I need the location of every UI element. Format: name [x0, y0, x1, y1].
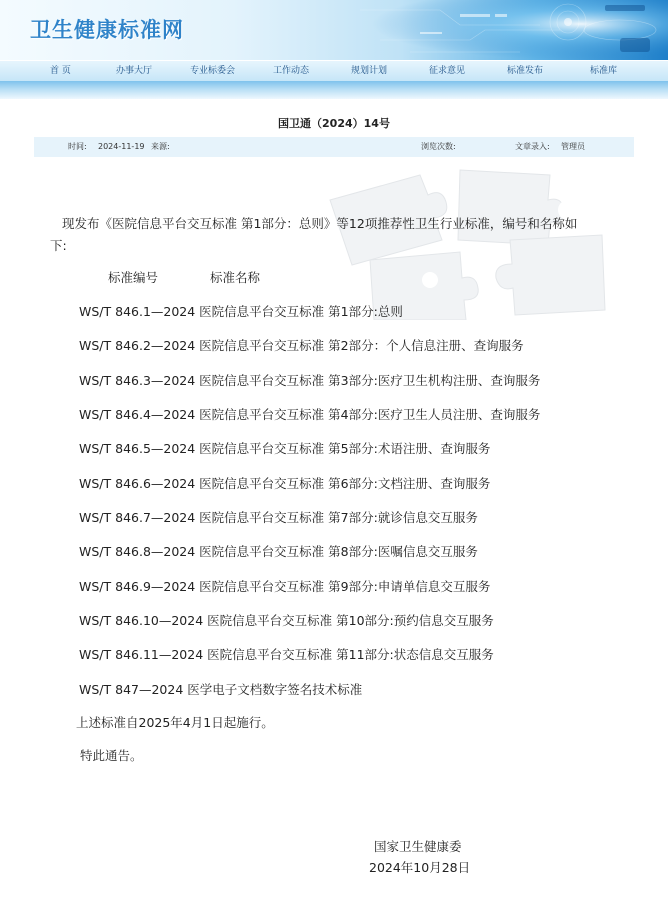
nav-news[interactable]: 工作动态	[273, 66, 310, 76]
column-header-number: 标准编号	[108, 270, 159, 285]
meta-editor-value: 管理员	[561, 142, 585, 151]
meta-views-label: 浏览次数:	[421, 142, 456, 151]
list-item: WS/T 846.2—2024 医院信息平台交互标准 第2部分：个人信息注册、查询服务	[79, 338, 524, 353]
nav-service-hall[interactable]: 办事大厅	[116, 66, 153, 76]
list-item: WS/T 846.9—2024 医院信息平台交互标准 第9部分:申请单信息交互服务	[79, 579, 491, 594]
list-item: WS/T 846.4—2024 医院信息平台交互标准 第4部分:医疗卫生人员注册、查询服务	[79, 407, 541, 422]
signature-date: 2024年10月28日	[369, 860, 471, 875]
meta-time-value: 2024-11-19	[98, 142, 145, 151]
site-title[interactable]: 卫生健康标准网	[30, 17, 184, 42]
list-item: WS/T 847—2024 医学电子文档数字签名技术标准	[79, 682, 363, 697]
nav-standard-release[interactable]: 标准发布	[507, 66, 544, 76]
nav-standard-library[interactable]: 标准库	[590, 66, 618, 76]
nav-committees[interactable]: 专业标委会	[190, 66, 236, 76]
list-item: WS/T 846.10—2024 医院信息平台交互标准 第10部分:预约信息交互服务	[79, 613, 494, 628]
effective-date-paragraph: 上述标准自2025年4月1日起施行。	[76, 715, 274, 730]
intro-paragraph-line1: 现发布《医院信息平台交互标准 第1部分：总则》等12项推荐性卫生行业标准，编号和名称如	[62, 216, 578, 231]
list-item: WS/T 846.6—2024 医院信息平台交互标准 第6部分:文档注册、查询服务	[79, 476, 491, 491]
closing-paragraph: 特此通告。	[80, 748, 143, 763]
document-number-title: 国卫通（2024）14号	[278, 117, 390, 130]
list-item: WS/T 846.3—2024 医院信息平台交互标准 第3部分:医疗卫生机构注册、查询服务	[79, 373, 541, 388]
list-item: WS/T 846.7—2024 医院信息平台交互标准 第7部分:就诊信息交互服务	[79, 510, 478, 525]
column-header-name: 标准名称	[210, 270, 261, 285]
signer-organization: 国家卫生健康委	[374, 839, 462, 854]
list-item: WS/T 846.8—2024 医院信息平台交互标准 第8部分:医嘱信息交互服务	[79, 544, 478, 559]
list-item: WS/T 846.5—2024 医院信息平台交互标准 第5部分:术语注册、查询服务	[79, 441, 491, 456]
meta-time-label: 时间:	[68, 142, 87, 151]
meta-source-label: 来源:	[151, 142, 170, 151]
nav-consultation[interactable]: 征求意见	[429, 66, 466, 76]
nav-home[interactable]: 首 页	[50, 66, 71, 76]
nav-planning[interactable]: 规划计划	[351, 66, 388, 76]
list-item: WS/T 846.1—2024 医院信息平台交互标准 第1部分:总则	[79, 304, 403, 319]
intro-paragraph-line2: 下:	[50, 238, 67, 253]
list-item: WS/T 846.11—2024 医院信息平台交互标准 第11部分:状态信息交互服务	[79, 647, 494, 662]
meta-editor-label: 文章录入:	[515, 142, 550, 151]
